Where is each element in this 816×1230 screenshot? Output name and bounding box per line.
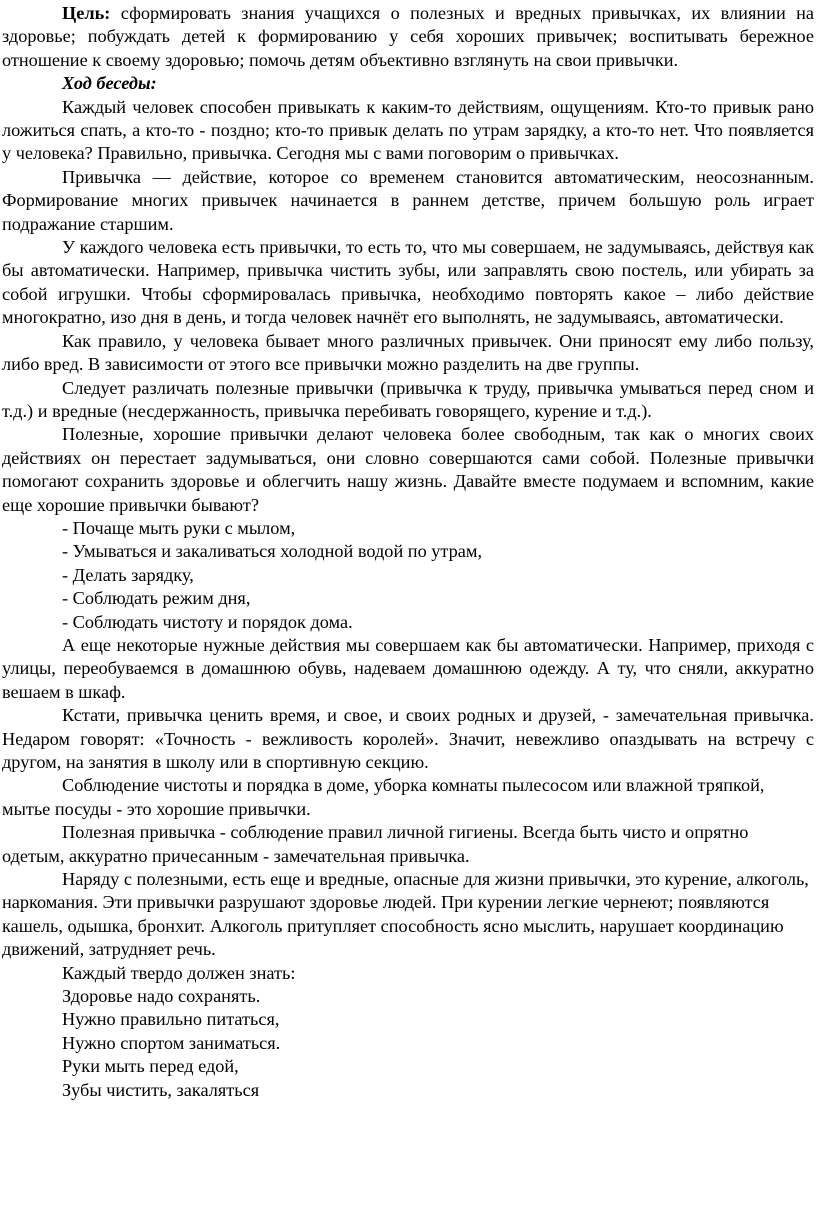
- poem-line: Руки мыть перед едой,: [62, 1056, 239, 1077]
- good-habit-item: - Соблюдать режим дня,: [62, 588, 251, 609]
- poem-line: Зубы чистить, закаляться: [62, 1079, 260, 1100]
- paragraph: А еще некоторые нужные действия мы совершаем как бы автоматически. Например, приходя с улицы, переобуваемся в домашнюю обувь, надеваем домашнюю одежду. А ту, что сняли, аккуратно вешаем в шкаф.: [2, 634, 814, 702]
- poem-line: Нужно правильно питаться,: [62, 1009, 280, 1030]
- poem-line: Здоровье надо сохранять.: [62, 986, 261, 1007]
- paragraph: Каждый человек способен привыкать к каким-то действиям, ощущениям. Кто-то привык рано ложиться спать, а кто-то - поздно; кто-то привык делать по утрам зарядку, а кто-то нет. Что появляется у человека? Правильно, привычка. Сегодня мы с вами поговорим о привычках.: [2, 96, 814, 164]
- goal-text: сформировать знания учащихся о полезных и вредных привычках, их влиянии на здоровье; побуждать детей к формированию у себя хороших привычек; воспитывать бережное отношение к своему здоровью; помочь детям объективно взглянуть на свои привычки.: [2, 3, 814, 70]
- paragraph: Кстати, привычка ценить время, и свое, и своих родных и друзей, - замечательная привычка. Недаром говорят: «Точность - вежливость королей». Значит, невежливо опаздывать на встречу с другом, на занятия в школу или в спортивную секцию.: [2, 705, 814, 772]
- paragraph: Как правило, у человека бывает много различных привычек. Они приносят ему либо пользу, либо вред. В зависимости от этого все привычки можно разделить на две группы.: [2, 330, 814, 375]
- section-heading: Ход беседы:: [62, 73, 157, 94]
- paragraph: Наряду с полезными, есть еще и вредные, опасные для жизни привычки, это курение, алкоголь, наркомания. Эти привычки разрушают здоровье людей. При курении легкие чернеют; появляются кашель, одышка, бронхит. Алкоголь притупляет способность ясно мыслить, нарушает координацию движений, затрудняет речь.: [2, 869, 809, 960]
- paragraph: У каждого человека есть привычки, то есть то, что мы совершаем, не задумываясь, действуя как бы автоматически. Например, привычка чистить зубы, или заправлять свою постель, или убирать за собой игрушки. Чтобы сформировалась привычка, необходимо повторять какое – либо действие многократно, изо дня в день, и тогда человек начнёт его выполнять, не задумываясь, автоматически.: [2, 237, 814, 328]
- good-habit-item: - Делать зарядку,: [62, 564, 194, 585]
- paragraph: Полезная привычка - соблюдение правил личной гигиены. Всегда быть чисто и опрятно одетым, аккуратно причесанным - замечательная привычка.: [2, 822, 749, 866]
- paragraph: Соблюдение чистоты и порядка в доме, уборка комнаты пылесосом или влажной тряпкой, мытье посуды - это хорошие привычки.: [2, 775, 765, 819]
- good-habit-item: - Почаще мыть руки с мылом,: [62, 517, 296, 538]
- paragraph: Следует различать полезные привычки (привычка к труду, привычка умываться перед сном и т.д.) и вредные (несдержанность, привычка перебивать говорящего, курение и т.д.).: [2, 377, 814, 421]
- poem-line: Каждый твердо должен знать:: [62, 962, 296, 983]
- goal-paragraph: [2, 2, 814, 72]
- paragraph: Полезные, хорошие привычки делают человека более свободным, так как о многих своих действиях он перестает задумываться, они словно совершаются сами собой. Полезные привычки помогают сохранить здоровье и облегчить нашу жизнь. Давайте вместе подумаем и вспомним, какие еще хорошие привычки бывают?: [2, 424, 814, 515]
- paragraph: Привычка — действие, которое со временем становится автоматическим, неосознанным. Формирование многих привычек начинается в раннем детстве, причем большую роль играет подражание старшим.: [2, 166, 814, 234]
- good-habit-item: - Умываться и закаливаться холодной водой по утрам,: [62, 541, 483, 562]
- poem-line: Нужно спортом заниматься.: [62, 1032, 281, 1053]
- goal-label: Цель:: [62, 3, 111, 23]
- good-habit-item: - Соблюдать чистоту и порядок дома.: [62, 611, 353, 632]
